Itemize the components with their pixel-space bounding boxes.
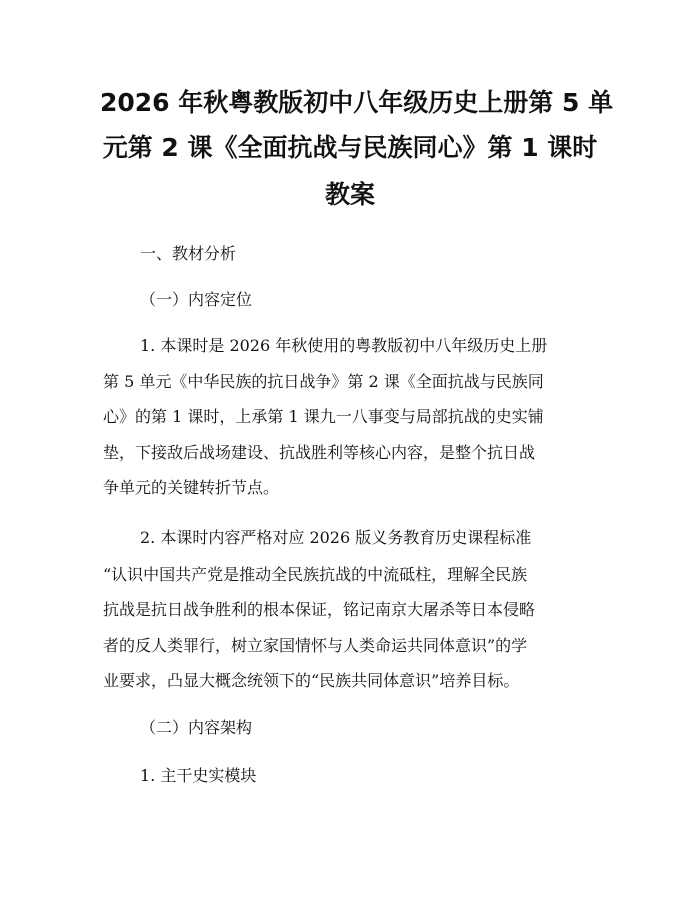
section-heading-textbook-analysis: 一、教材分析 <box>140 244 237 263</box>
paragraph-1-line-1: 1. 本课时是 2026 年秋使用的粤教版初中八年级历史上册 <box>140 336 548 355</box>
subsection-heading-content-structure: （二）内容架构 <box>140 718 253 737</box>
paragraph-2-line-1: 2. 本课时内容严格对应 2026 版义务教育历史课程标准 <box>140 528 532 547</box>
paragraph-1-line-3: 心》的第 1 课时，上承第 1 课九一八事变与局部抗战的史实铺 <box>103 407 544 426</box>
paragraph-1-line-5: 争单元的关键转折节点。 <box>103 478 280 497</box>
document-title-line-3: 教案 <box>324 180 375 209</box>
subsection-heading-content-position: （一）内容定位 <box>140 290 253 309</box>
paragraph-1-line-4: 垫，下接敌后战场建设、抗战胜利等核心内容，是整个抗日战 <box>103 443 536 462</box>
paragraph-1-line-2: 第 5 单元《中华民族的抗日战争》第 2 课《全面抗战与民族同 <box>103 372 544 391</box>
paragraph-2-line-5: 业要求，凸显大概念统领下的“民族共同体意识”培养目标。 <box>103 671 520 690</box>
item-heading-main-history-module: 1. 主干史实模块 <box>140 766 257 785</box>
paragraph-2-line-3: 抗战是抗日战争胜利的根本保证，铭记南京大屠杀等日本侵略 <box>103 600 536 619</box>
paragraph-2-line-4: 者的反人类罪行，树立家国情怀与人类命运共同体意识”的学 <box>103 636 528 655</box>
paragraph-2-line-2: “认识中国共产党是推动全民族抗战的中流砥柱，理解全民族 <box>103 565 528 584</box>
document-title-line-2: 元第 2 课《全面抗战与民族同心》第 1 课时 <box>102 133 598 162</box>
document-title-line-1: 2026 年秋粤教版初中八年级历史上册第 5 单 <box>100 88 614 117</box>
